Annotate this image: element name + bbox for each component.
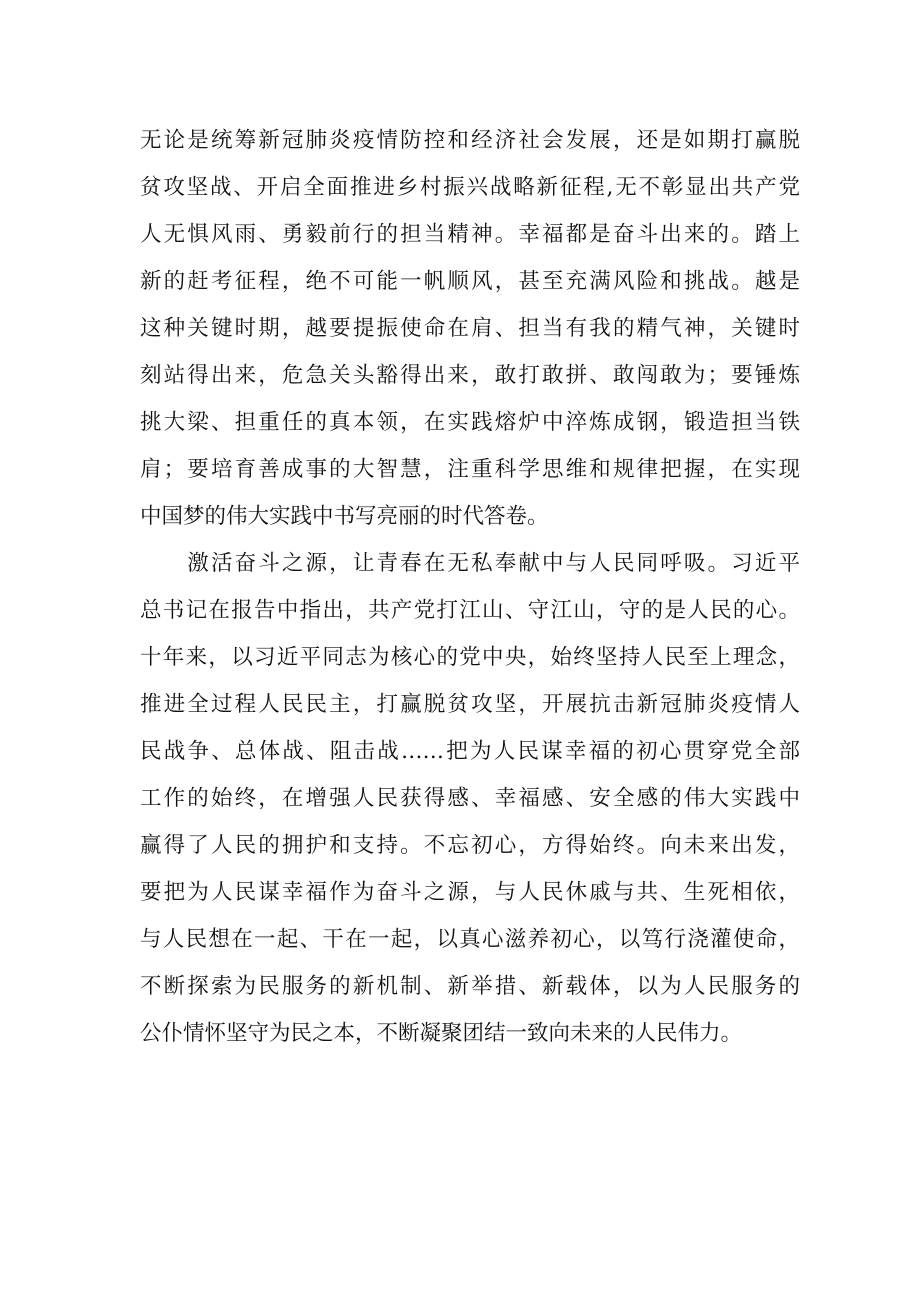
text-line: 新的赶考征程，绝不可能一帆顺风，甚至充满风险和挑战。越是 [140, 269, 800, 294]
text-line: 民战争、总体战、阻击战……把为人民谋幸福的初心贯穿党全部 [140, 739, 800, 764]
text-line: 中国梦的伟大实践中书写亮丽的时代答卷。 [140, 504, 549, 529]
paragraph-1 [140, 117, 800, 540]
text-line: 人无惧风雨、勇毅前行的担当精神。幸福都是奋斗出来的。踏上 [140, 222, 800, 247]
text-line: 不断探索为民服务的新机制、新举措、新载体，以为人民服务的 [140, 974, 800, 999]
text-line: 总书记在报告中指出，共产党打江山、守江山，守的是人民的心。 [140, 598, 800, 623]
text-line: 肩；要培育善成事的大智慧，注重科学思维和规律把握，在实现 [140, 457, 800, 482]
text-line: 挑大梁、担重任的真本领，在实践熔炉中淬炼成钢，锻造担当铁 [140, 410, 800, 435]
document-body [140, 117, 800, 1057]
text-line: 推进全过程人民民主，打赢脱贫攻坚，开展抗击新冠肺炎疫情人 [140, 692, 800, 717]
text-line: 工作的始终，在增强人民获得感、幸福感、安全感的伟大实践中 [140, 786, 800, 811]
text-line: 与人民想在一起、干在一起，以真心滋养初心，以笃行浇灌使命， [140, 927, 800, 952]
text-line: 要把为人民谋幸福作为奋斗之源，与人民休戚与共、生死相依， [140, 880, 800, 905]
text-line: 十年来，以习近平同志为核心的党中央，始终坚持人民至上理念， [140, 645, 800, 670]
text-line: 这种关键时期，越要提振使命在肩、担当有我的精气神，关键时 [140, 316, 800, 341]
text-line: 赢得了人民的拥护和支持。不忘初心，方得始终。向未来出发， [140, 833, 800, 858]
text-line: 刻站得出来，危急关头豁得出来，敢打敢拼、敢闯敢为；要锤炼 [140, 363, 800, 388]
text-line: 贫攻坚战、开启全面推进乡村振兴战略新征程,无不彰显出共产党 [140, 175, 800, 200]
text-line: 公仆情怀坚守为民之本，不断凝聚团结一致向未来的人民伟力。 [140, 1021, 743, 1046]
paragraph-2 [140, 540, 800, 1057]
text-line: 激活奋斗之源，让青春在无私奉献中与人民同呼吸。习近平 [140, 551, 800, 576]
text-line: 无论是统筹新冠肺炎疫情防控和经济社会发展，还是如期打赢脱 [140, 128, 800, 153]
